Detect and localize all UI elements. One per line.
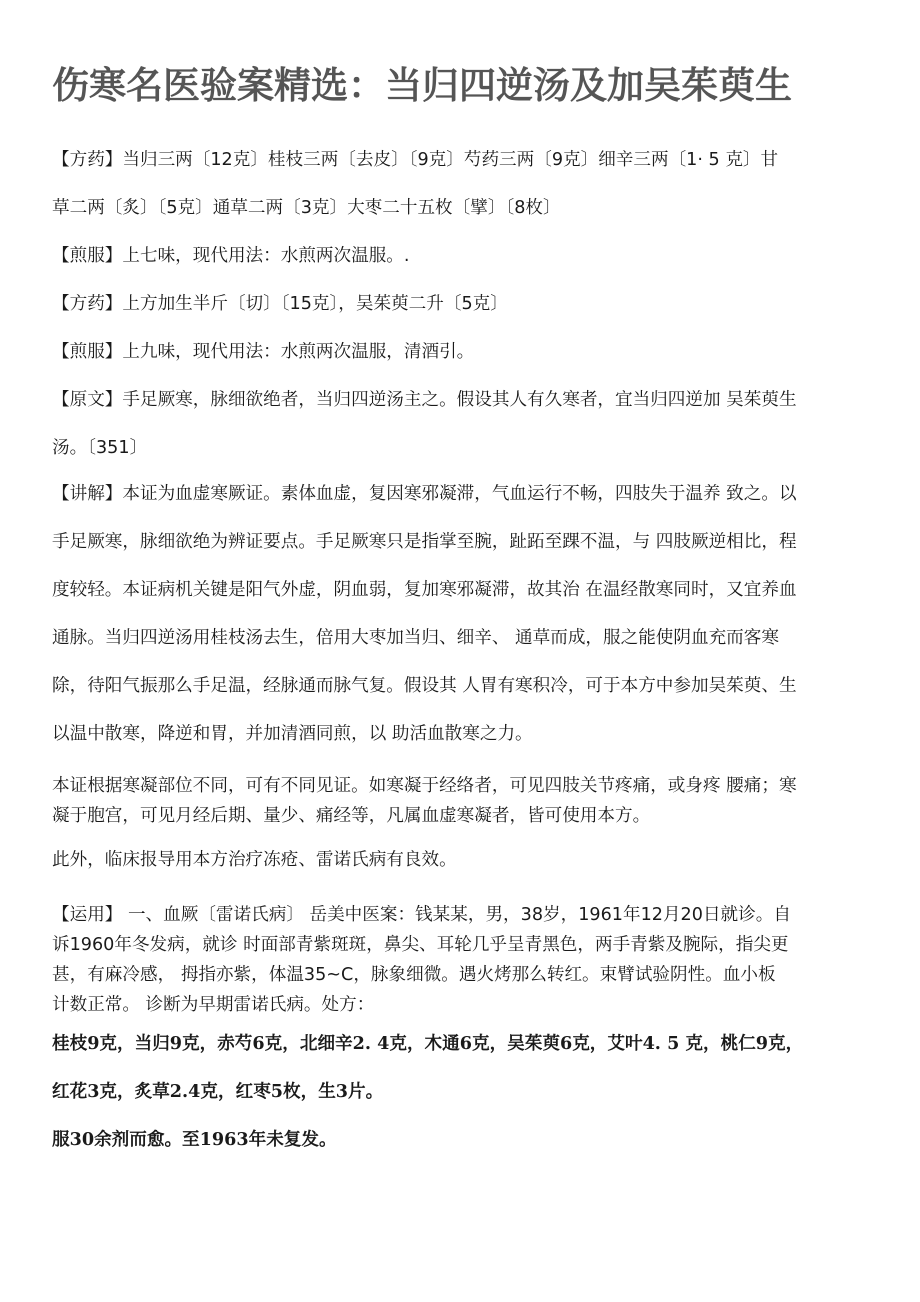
prescription-paragraph [52,136,888,232]
document-title: 伤寒名医验案精选：当归四逆汤及加吴茱萸生 [52,64,792,107]
text-line: 【原文】手足厥寒，脉细欲绝者，当归四逆汤主之。假设其人有久寒者，宜当归四逆加 吴茱萸生 [52,390,797,410]
modified-decoction-paragraph [52,328,888,376]
text-line: 诉1960年冬发病，就诊 时面部青紫斑斑，鼻尖、耳轮几乎呈青黑色，两手青紫及腕际，指尖更 [52,935,789,955]
text-line: 除，待阳气振那么手足温，经脉通而脉气复。假设其 人胃有寒积冷，可于本方中参加吴茱萸、生 [52,676,797,696]
text-line: 本证根据寒凝部位不同，可有不同见证。如寒凝于经络者，可见四肢关节疼痛，或身疼 腰痛；寒 [52,776,797,796]
text-line: 此外，临床报导用本方治疗冻疮、雷诺氏病有良效。 [52,850,457,870]
text-line: 以温中散寒，降逆和胃，并加清酒同煎，以 助活血散寒之力。 [52,724,533,744]
text-line: 【讲解】本证为血虚寒厥证。素体血虚，复因寒邪凝滞，气血运行不畅，四肢失于温养 致之。以 [52,484,797,504]
text-line: 凝于胞宫，可见月经后期、量少、痛经等，凡属血虚寒凝者，皆可使用本方。 [52,806,651,826]
text-line: 计数正常。 诊断为早期雷诺氏病。处方： [52,995,375,1015]
explanation-paragraph [52,470,888,758]
text-line: 【煎服】上七味，现代用法：水煎两次温服。. [52,246,410,266]
text-line: 草二两〔炙〕〔5克〕通草二两〔3克〕大枣二十五枚〔擘〕〔8枚〕 [52,198,561,218]
text-line: 【方药】当归三两〔12克〕桂枝三两〔去皮〕〔9克〕芍药三两〔9克〕细辛三两〔1· 5 克〕甘 [52,150,779,170]
decoction-paragraph [52,232,888,280]
syndrome-paragraph [52,771,888,831]
text-line: 度较轻。本证病机关键是阳气外虚，阴血弱，复加寒邪凝滞，故其治 在温经散寒同时，又宜养血 [52,580,797,600]
text-line: 服30余剂而愈。至1963年未复发。 [52,1129,337,1150]
clinical-report-paragraph [52,836,888,884]
text-line: 通脉。当归四逆汤用桂枝汤去生，倍用大枣加当归、细辛、 通草而成，服之能使阴血充而客寒 [52,628,779,648]
text-line: 手足厥寒，脉细欲绝为辨证要点。手足厥寒只是指掌至腕，趾跖至踝不温，与 四肢厥逆相比，程 [52,532,797,552]
text-line: 红花3克，炙草2.4克，红枣5枚，生3片。 [52,1081,384,1102]
case-prescription-paragraph [52,1020,888,1116]
text-line: 甚，有麻冷感， 拇指亦紫，体温35~C，脉象细微。遇火烤那么转红。束臂试验阴性。血小板 [52,965,776,985]
text-line: 桂枝9克，当归9克，赤芍6克，北细辛2. 4克，木通6克，吴茱萸6克，艾叶4. 5 克，桃仁9克， [52,1033,804,1054]
text-line: 【运用】 一、血厥〔雷诺氏病〕 岳美中医案：钱某某，男，38岁，1961年12月20日就诊。自 [52,905,791,925]
case-record-paragraph [52,900,888,1020]
original-text-paragraph [52,376,888,472]
outcome-paragraph [52,1116,888,1164]
text-line: 【煎服】上九味，现代用法：水煎两次温服，清酒引。 [52,342,475,362]
text-line: 汤。〔351〕 [52,438,148,458]
text-line: 【方药】上方加生半斤〔切〕〔15克〕，吴茱萸二升〔5克〕 [52,294,508,314]
modified-prescription-paragraph [52,280,888,328]
